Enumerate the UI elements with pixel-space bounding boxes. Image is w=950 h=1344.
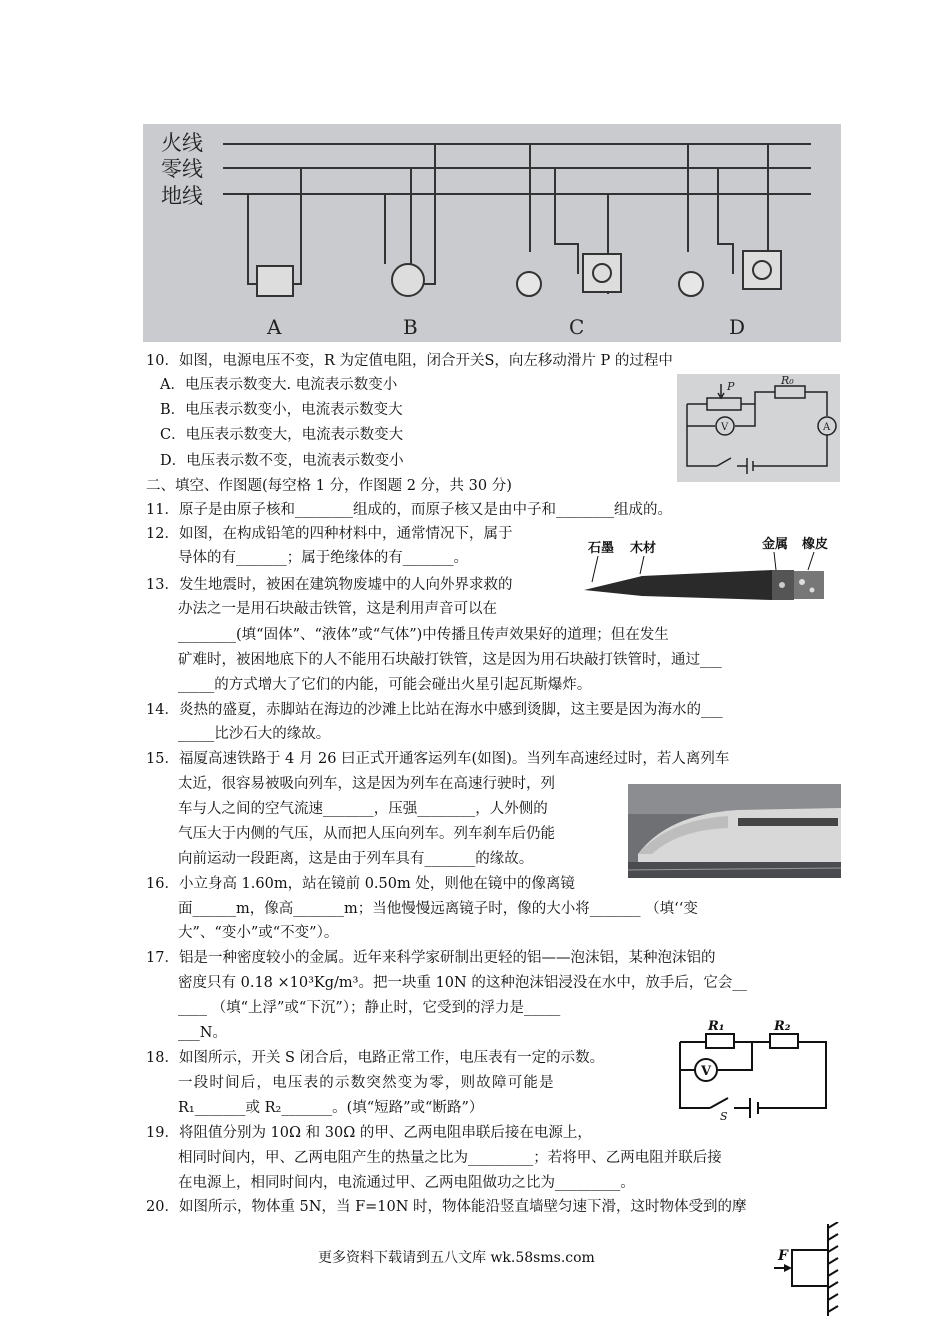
q15-line-5: 向前运动一段距离，这是由于列车具有_______的缘故。	[178, 851, 534, 867]
train-photo	[628, 784, 841, 878]
option-d-label: D	[729, 315, 746, 339]
pencil-figure	[582, 530, 838, 608]
q17-line-3: ____ （填“上浮”或“下沉”）；静止时，它受到的浮力是_____	[178, 1000, 561, 1016]
q13-line-2: 办法之一是用石块敲击铁管，这是利用声音可以在	[178, 601, 497, 617]
q10-stem: 10．如图，电源电压不变，R 为定值电阻，闭合开关S，向左移动滑片 P 的过程中	[146, 353, 673, 369]
pencil-label-metal: 金属	[762, 537, 789, 552]
q18-line-2: 一段时间后，电压表的示数突然变为零，则故障可能是	[178, 1075, 555, 1091]
option-c-label: C	[569, 315, 585, 339]
pencil-label-wood: 木材	[630, 541, 657, 556]
option-a-label: A	[267, 315, 282, 339]
q16-line-3: 大”、“变小”或“不变”）。	[178, 925, 339, 941]
q13-line-1: 13．发生地震时，被困在建筑物废墟中的人向外界求救的	[146, 577, 513, 593]
q14-line-1: 14．炎热的盛夏，赤脚站在海边的沙滩上比站在海水中感到烫脚，这主要是因为海水的___	[146, 702, 723, 718]
q15-line-4: 气压大于内侧的气压，从而把人压向列车。列车刹车后仍能	[178, 826, 555, 842]
q18-line-3: R₁_______或 R₂_______。(填“短路”或“断路”）	[178, 1100, 484, 1116]
q18-r2-label: R₂	[774, 1019, 791, 1034]
q16-line-1: 16．小立身高 1.60m，站在镜前 0.50m 处，则他在镜中的像离镜	[146, 876, 575, 892]
q14-line-2: _____比沙石大的缘故。	[178, 726, 331, 742]
q13-line-4: 矿难时，被困地底下的人不能用石块敲打铁管，这是因为用石块敲打铁管时，通过___	[178, 652, 722, 668]
option-b-label: B	[403, 315, 418, 339]
q20-force-label: F	[778, 1248, 788, 1264]
wiring-diagram	[143, 124, 841, 342]
q18-line-1: 18．如图所示，开关 S 闭合后，电路正常工作，电压表有一定的示数。	[146, 1050, 605, 1066]
q10-choice-b: B．电压表示数变小，电流表示数变大	[160, 402, 403, 418]
ground-wire-label: 地线	[161, 184, 203, 208]
q18-switch-label: S	[720, 1110, 728, 1122]
q10-choice-d: D．电压表示数不变，电流表示数变小	[160, 453, 404, 469]
q10-choice-a: A．电压表示数变大. 电流表示数变小	[160, 377, 398, 393]
live-wire-label: 火线	[161, 131, 203, 155]
q20-line-1: 20．如图所示，物体重 5N，当 F=10N 时，物体能沿竖直墙壁匀速下滑，这时物体受到的摩	[146, 1199, 747, 1215]
q16-line-2: 面______m，像高_______m；当他慢慢远离镜子时，像的大小将_______ （填‘‘变	[178, 901, 698, 917]
q12-line-2: 导体的有_______；属于绝缘体的有_______。	[178, 550, 468, 566]
pencil-label-graphite: 石墨	[588, 541, 615, 556]
q18-voltmeter-label: V	[701, 1064, 712, 1079]
q18-circuit-diagram	[670, 1012, 832, 1122]
q19-line-1: 19．将阻值分别为 10Ω 和 30Ω 的甲、乙两电阻串联后接在电源上，	[146, 1125, 592, 1141]
q11-text: 11．原子是由原子核和________组成的，而原子核又是由中子和________组成的。	[146, 502, 672, 518]
q18-r1-label: R₁	[708, 1019, 725, 1034]
q15-line-3: 车与人之间的空气流速_______，压强________，人外侧的	[178, 801, 548, 817]
q17-line-2: 密度只有 0.18 ×10³Kg/m³。把一块重 10N 的这种泡沫铝浸没在水中，放手后，它会__	[178, 975, 747, 991]
pencil-label-eraser: 橡皮	[802, 537, 829, 552]
q13-line-5: _____的方式增大了它们的内能，可能会碰出火星引起瓦斯爆炸。	[178, 677, 592, 693]
q19-line-3: 在电源上，相同时间内，电流通过甲、乙两电阻做功之比为_________。	[178, 1175, 635, 1191]
q10-circuit-diagram	[677, 374, 840, 482]
q10-ammeter-label: A	[823, 422, 831, 433]
q20-wall-block-figure	[772, 1222, 844, 1318]
section-heading: 二、填空、作图题(每空格 1 分，作图题 2 分，共 30 分)	[146, 478, 512, 494]
q17-line-1: 17．铝是一种密度较小的金属。近年来科学家研制出更轻的铝——泡沫铝，某种泡沫铝的	[146, 950, 716, 966]
q10-choice-c: C．电压表示数变大，电流表示数变大	[160, 427, 404, 443]
q19-line-2: 相同时间内，甲、乙两电阻产生的热量之比为_________；若将甲、乙两电阻并联后接	[178, 1150, 722, 1166]
q12-line-1: 12．如图，在构成铅笔的四种材料中，通常情况下，属于	[146, 526, 513, 542]
q13-line-3: ________(填“固体”、“液体”或“气体”)中传播且传声效果好的道理；但在发生	[178, 627, 669, 643]
q17-line-4: ___N。	[178, 1025, 227, 1041]
q15-line-2: 太近，很容易被吸向列车，这是因为列车在高速行驶时，列	[178, 776, 555, 792]
q10-slider-label: P	[727, 380, 735, 393]
q15-line-1: 15．福厦高速铁路于 4 月 26 曰正式开通客运列车(如图)。当列车高速经过时，若人离列车	[146, 751, 730, 767]
q10-voltmeter-label: V	[721, 422, 729, 433]
q10-resistor-label: R₀	[781, 374, 794, 387]
page-footer: 更多资料下载请到五八文库 wk.58sms.com	[318, 1250, 595, 1266]
neutral-wire-label: 零线	[161, 157, 203, 181]
